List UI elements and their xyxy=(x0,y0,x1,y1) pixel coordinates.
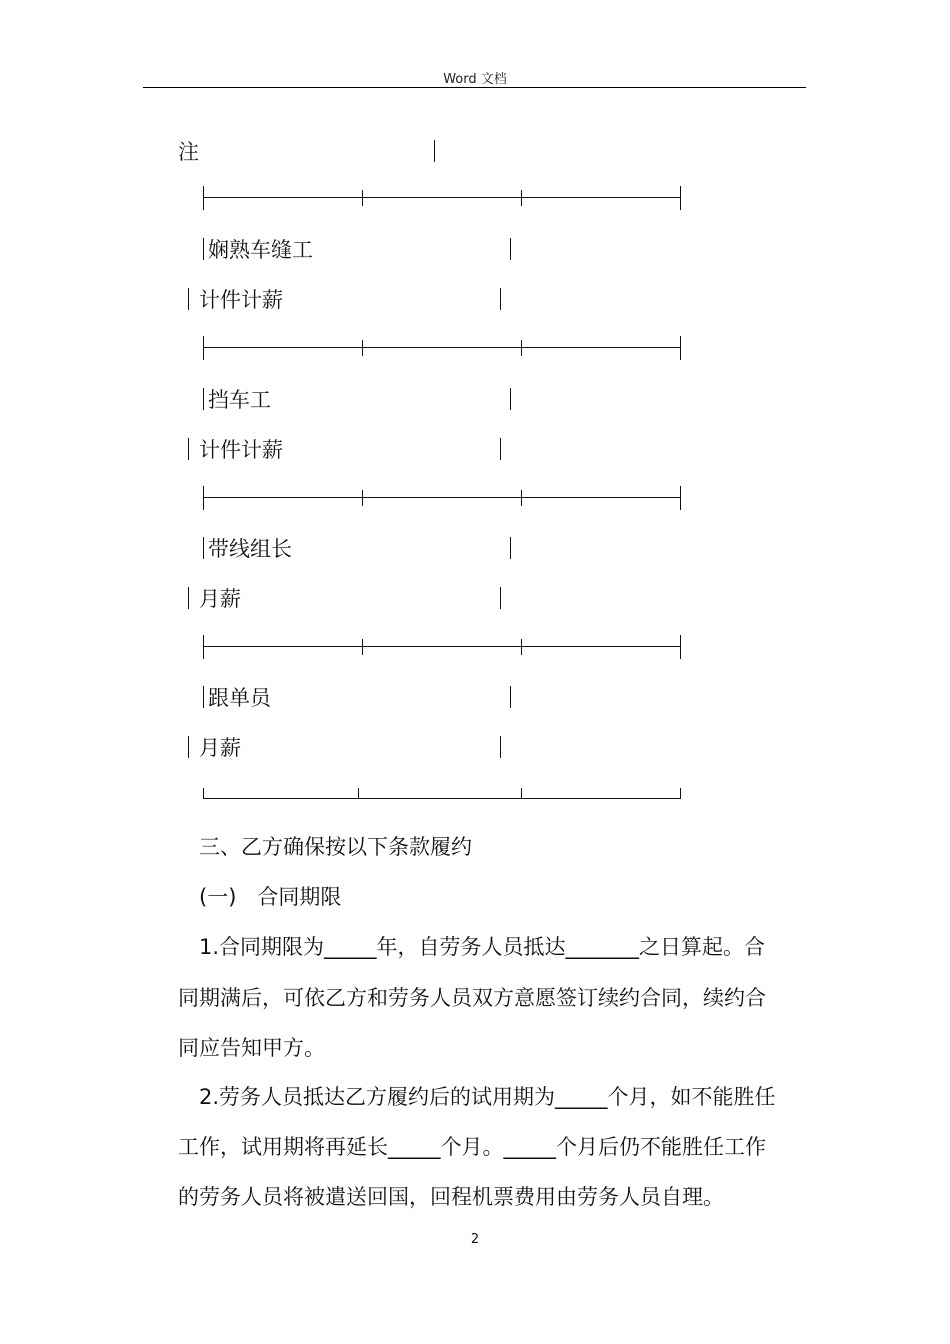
paragraph-line: 同期满后，可依乙方和劳务人员双方意愿签订续约合同，续约合 xyxy=(178,986,766,1010)
table-row-pay: 计件计薪 xyxy=(199,288,283,312)
sub-heading: (一) 合同期限 xyxy=(199,885,342,909)
table-vertical-bar xyxy=(510,238,511,260)
paragraph-line: 1.合同期限为_____年，自劳务人员抵达_______之日算起。合 xyxy=(199,935,766,959)
table-row-separator xyxy=(203,186,681,210)
table-row-separator xyxy=(203,336,681,360)
paragraph-line: 同应告知甲方。 xyxy=(178,1036,325,1060)
section-heading: 三、乙方确保按以下条款履约 xyxy=(199,835,472,859)
table-row-job: 跟单员 xyxy=(208,686,271,710)
table-row-job: 挡车工 xyxy=(208,388,271,412)
table-vertical-bar xyxy=(203,686,204,708)
table-vertical-bar xyxy=(188,438,189,460)
table-row-separator xyxy=(203,635,681,659)
table-row-pay: 计件计薪 xyxy=(199,438,283,462)
table-vertical-bar xyxy=(500,438,501,460)
table-vertical-bar xyxy=(500,736,501,758)
table-vertical-bar xyxy=(188,288,189,310)
table-vertical-bar xyxy=(188,587,189,609)
table-vertical-bar xyxy=(203,238,204,260)
table-row-pay: 月薪 xyxy=(199,736,241,760)
page-header-title: Word 文档 xyxy=(443,72,507,87)
table-vertical-bar xyxy=(203,388,204,410)
table-vertical-bar xyxy=(500,288,501,310)
table-vertical-bar xyxy=(510,388,511,410)
paragraph-line: 工作，试用期将再延长_____个月。_____个月后仍不能胜任工作 xyxy=(178,1135,766,1159)
page-number: 2 xyxy=(470,1232,480,1247)
paragraph-line: 2.劳务人员抵达乙方履约后的试用期为_____个月，如不能胜任 xyxy=(199,1085,776,1109)
table-vertical-bar xyxy=(510,686,511,708)
table-row-pay: 月薪 xyxy=(199,587,241,611)
header-rule xyxy=(143,87,806,88)
note-label: 注 xyxy=(178,140,199,164)
table-vertical-bar xyxy=(188,736,189,758)
paragraph-line: 的劳务人员将被遣送回国，回程机票费用由劳务人员自理。 xyxy=(178,1185,724,1209)
table-row-job: 娴熟车缝工 xyxy=(208,238,313,262)
table-bottom-border xyxy=(203,778,681,802)
table-row-job: 带线组长 xyxy=(208,537,292,561)
table-row-separator xyxy=(203,486,681,510)
table-vertical-bar xyxy=(434,140,435,162)
table-vertical-bar xyxy=(510,537,511,559)
table-vertical-bar xyxy=(203,537,204,559)
table-vertical-bar xyxy=(500,587,501,609)
